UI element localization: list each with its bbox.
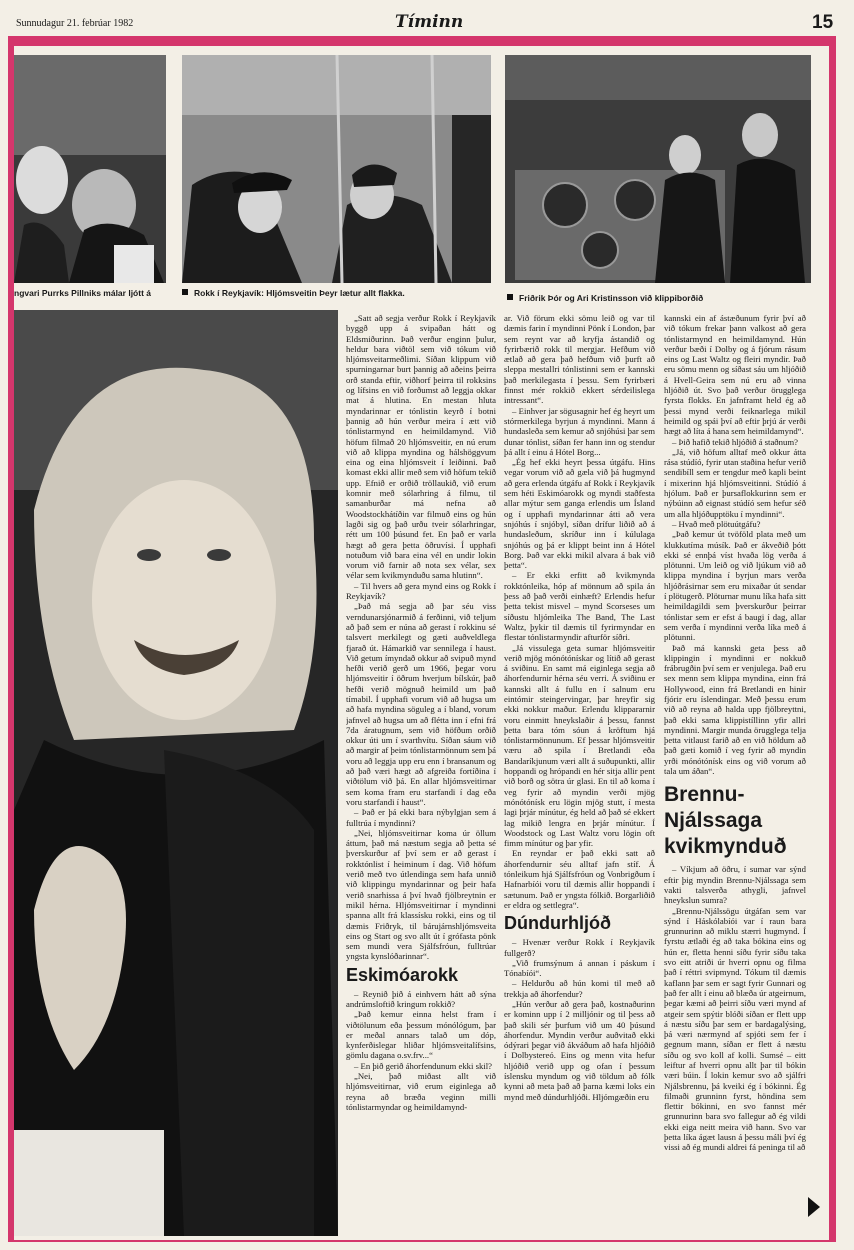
subheading-eskimoarokk: Eskimóarokk [346, 964, 459, 985]
column-3-paragraph: Það má kannski geta þess að klippingin í myndinni er nokkuð frábrugðin því sem er venjulega. Það eru sex menn sem klippa myndina, einn frá Hollywood, einn frá Bretlandi en hinir fjórir eru íslendingar. Með þessu erum við að reyna að halda upp fjölbreyttni, það ekki sama klippistíllinn yfir allri myndinni. Margir munda örugglega telja þetta vitlaust farið að en við höldum að það gæti komið í veg fyrir að myndin yrði mónótónísk eins og við vorum að tala um áðan“. [664, 642, 806, 777]
column-2-paragraph: ar. Við förum ekki sömu leið og var til dæmis farin í myndinni Pönk í London, þar sem reynt var að kryfja ástandið og fyrirbærið rokk til mergjar. Hefðum við ætlað að gera það hefðum við þurft að sleppa mestallri tónlistinni sem er kannski það merkilegasta í þessu. Sem fyrirbæri finnst mér rokkið ekkert sérdeilislega intressant“. [504, 313, 655, 406]
issue-date: Sunnudagur 21. febrúar 1982 [16, 18, 134, 29]
column-2-paragraph: En reyndar er það ekki satt að áhorfendurnir séu alltaf jafn stíf. Á tónleikum hjá Sjálfsfróun og Vonbrigðum í Hafnarbíói voru til dæmis allir hoppandi í sætunum. Það er yngsta fólkið. Borgarliðið er eldra og settlegra“. [504, 848, 655, 910]
photo-band-image [182, 55, 491, 283]
caption-bullet-icon [182, 289, 188, 295]
photo-singer-image [14, 55, 166, 283]
caption-photo-1: ngvari Purrks Pillniks málar ljótt á [14, 288, 151, 298]
column-3-paragraph: „Já, við höfum alltaf með okkur átta rása stúdíó, fyrir utan staðina hefur verið sendibíll sem er tengdur með kapli beint í mixerinn hjá hljómsveitinni. Stúdíó á hjólum. Það er þursaflokkurinn sem er nýbúinn að eignast stúdíó sem hefur séð um alla hljóðupptöku í myndinni“. [664, 446, 806, 519]
column-1-paragraph: „Það má segja að þar séu viss verndunarsjónarmið á ferðinni, við teljum að það sem er núna að gerast í rokkinu sé talsvert merkilegt og gæti auðveldlega fjarað út. Hámarkið var sennilega í haust. Við getum ímyndað okkur að svipuð mynd hefði verið gerð um 1966, þegar voru hljómsveitir í öðrum hverjum bílskúr, það hefði verið mögnuð heimild um það tímabil. Í upphafi vorum við að hugsa um að hafa myndina söguleg a í bland, vorum jafnvel að hugsa um að flétta inn í efni frá 7da áratugnum, sem við höfðum orðið okkur úti um í svarthvítu. Síðan sáum við að margir af þeim tónlistarmönnum sem þá voru að leggja upp eru enn í bransanum og að það væri hægt að afgreiða fortíðina í viðtölum við þá. En allar hljómsveitirnar sem koma fram eru starfandi í dag eða voru starfandi í haust“. [346, 601, 496, 807]
column-1-paragraph: – En þið gerið áhorfendunum ekki skil? [354, 1060, 493, 1071]
column-2-paragraph: – Heldurðu að hún komi til með að trekkja að áhorfendur? [504, 978, 655, 999]
column-1-paragraph: „Satt að segja verður Rokk í Reykjavík byggð upp á svipaðan hátt og Eldsmiðurinn. Það verður enginn þulur, heldur bara viðtöl sem við tókum við hljómsveitarmeðlimi. Síðan klippum við spurningarnar burt þannig að aðeins þeirra orð standa eftir, viðhorf þeirra til rokksins og lífsins en við forðumst að leggja okkar mat á hlutina. En mestan hluta myndarinnar er tónlistin keyrð í botni þannig að hún verður meira í ætt við tónlistarmynd en heimildamynd. Við höfum filmað 20 hljómsveitir, en nú erum við að klippa myndina og hálshöggvum eina og eina hljómsveit í leiðinni. Það komast ekki allir með sem við höfum tekið upp. Efnið er orðið tröllaukið, við erum komnir með sólarhring á filmu, til samanburðar má nefna að Woodstockhátíðin var filmuð eins og hún lagði sig og það urðu tveir sólarhringar, rétt um 100 þúsund fet. En það er varla hægt að gera þetta öðruvísi. Í upphafi notuðum við bara eina vél en undir lokin vorum við farnir að nota sex vélar, sex vélar sem kvikmynduðu sama hlutinn“. [346, 313, 496, 581]
column-2-paragraph: „Við frumsýnum á annan í páskum í Tónabíói“. [504, 957, 655, 979]
column-2-paragraph: „Hún verður að gera það, kostnaðurinn er kominn upp í 2 milljónir og til þess að það skili sér þurfum við um 40 þúsund áhorfendur. Myndin verður auðvitað ekki ódýrari þegar við ákváðum að hafa hljóðið í Dolbystereó. Eins og menn vita hefur hljóðið verið upp og ofan í þessum íslensku myndum og við töldum að fólk kynni að meta það að þarna kæmi loks ein mynd með dúndurhljóði. Hljómgæðin eru [504, 999, 655, 1102]
caption-photo-2-text: Rokk í Reykjavík: Hljómsveitin Þeyr lætur allt flakka. [194, 288, 405, 298]
column-2-paragraph: – Er ekki erfitt að kvikmynda rokktónleika, hóp af mönnum að spila án þess að það verði einhæft? Erlendis hefur þetta tekist misvel – mynd Scorseses um síðustu hljómleika The Band, The Last Waltz, þykir til dæmis til fyrirmyndar en flestar tónlistarmyndir afturför síðri. [504, 570, 655, 643]
column-3-paragraph: „Það kemur út tvöföld plata með um klukkutíma músík. Það er ákveðið þótt ekki sé ennþá víst hvaða lög verða á plötunni. Um leið og við ljúkum við að klippa myndina í byrjun mars verða hljóðrásirnar sem eru mixaðar út sendar í plötugerð. Plöturnar munu líka hafa sitt heimildagildi sem þverskurður þeirrar tónlistar sem er efst á baugi í dag, allar sem verða í myndinni verða líka með á plötunni. [664, 529, 806, 643]
column-3-paragraph: „Brennu-Njálssögu útgáfan sem var sýnd í Háskólabíói var í raun bara grunnurinn að miklu stærri hugmynd. Í fyrstu ætlaði ég að taka bókina eins og hún er, fletta henni síðu fyrir síðu taka svo eitt atriði úr hverri opnu og filma það í réttri svipmynd. Tókum til dæmis kaflann þar sem er sagt fyrir Gunnari og það fer allt í einu að blæða úr atgeirnum, þegar kæmi að þeirri síðu væri mynd af atgeir sem spýtir blóði síðan er flett upp á næstu síðu þar sem er bardagalýsing, þá væri nærmynd af spjóti sem fer í gegnum mann, síðan er flett á næstu síðu og svo koll af kolli. Sumsé – eitt leiftur af hverri opnu allt þar til bókin væri búin. Í lokin kemur svo að sjálfri Njálsbrennu, þá kveiki ég í bókinni. Ég filmaði grunninn fyrst, höndina sem flettir bókinni, en svo fannst mér grunnurinn bara svo fallegur að ég vildi ekki eiga neitt meira við hann. Svo var þetta líka ágæt lausn á þessu máli því ég vissi að ég mundi aldrei fá peninga til að [664, 905, 806, 1153]
photo-editing-desk [505, 55, 811, 283]
photo-portrait-fridrik [14, 310, 338, 1236]
article-column-1 [346, 313, 496, 1238]
caption-photo-2 [182, 288, 405, 298]
newspaper-masthead: Tíminn [395, 12, 464, 32]
photo-band-theyr [182, 55, 491, 283]
column-1-paragraph: „Það kemur einna helst fram í viðtölunum eða þessum mónólógum, þar er meðal annars talað um dóp, kynferðislegar hliðar hljómsveitalífsins, gömlu dagana o.sv.frv...“ [346, 1009, 496, 1061]
column-3-paragraph: kannski ein af ástæðunum fyrir því að við tókum frekar þann valkost að gera tónlistarmynd en heimildamynd. Hún verður bæði í Dolby og á fjórum rásum eins og Last Waltz og fleiri myndir. Það eru sömu menn og síðast sáu um hljóðið á Hvell-Geira sem nú eru að vinna hljóðið út. Svo það verður örugglega fyrsta flokks. En jafnframt held ég að þessi mynd verði feiknarlega mikil heimild og spái því að eftir þrjú ár verði hægt að líta á hana sem heimildamynd“. [664, 313, 806, 437]
column-3-paragraph: – Víkjum að öðru, í sumar var sýnd eftir þig myndin Brennu-Njálssaga sem vakti talsverða athygli, jafnvel hneykslun sumra? [664, 864, 806, 906]
column-1-paragraph: – Það er þá ekki bara nýbylgjan sem á fulltrúa í myndinni? [346, 807, 496, 828]
photo-singer-painting [14, 55, 166, 283]
continue-arrow-icon [808, 1197, 820, 1217]
column-2-paragraph: „Ég hef ekki heyrt þessa útgáfu. Hins vegar vorum við að gæla við þá hugmynd að gera erlenda útgáfu af Rokk í Reykjavík sem héti Eskimóarokk og myndi staðfesta allar mýtur sem ganga erlendis um Ísland og í upphafi myndarinnar átti að vera snjóhús í snjóbyl, síðan drífur liðið að á hundasleðum, skríður inn í kúlulaga snjóhús og þá er klippt beint inn á Hótel Borg. Það var ekki mikil alvara á bak við þetta“. [504, 457, 655, 571]
caption-bullet-icon [507, 294, 513, 300]
column-2-paragraph: – Einhver jar sögusagnir hef ég heyrt um stórmerkilega byrjun á myndinni. Mann á hundasleða sem kemur að snjóhúsi þar sem dunar tónlist, síðan fer hann inn og stendur þá allt í einu á Hótel Borg... [504, 405, 655, 457]
column-3-paragraph: – Þið hafið tekið hljóðið á staðnum? [672, 436, 798, 447]
column-2-paragraph: „Já vissulega geta sumar hljómsveitir verið mjög mónótónískar og lítið að gerast á sviðinu. En samt má eiginlega segja að áhorfendurnir hérna séu verri. Á sviðinu er kannski allt á fullu en í salnum eru eintómir steingervingar, þar hreyfir sig ekki nokkur maður. Erlendu klippararnir voru einmitt hneykslaðir á þessu, fannst þetta bara tóm sóun á kröftum hjá tónlistarmönnunum. Ef þessar hljómsveitir væru að spila í Bretlandi eða Bandaríkjunum væri allt á suðupunkti, allir hoppandi og hrópandi en hér sitja allir pent við borð og sötra úr glasi. En til að koma í veg fyrir að myndin verði mjög mónótónísk eru lögin mjög stutt, í mesta lagi þrjár mínútur, ég held að það sé ekkert lag mikið lengra en þrjár mínútur. Í Woodstock og Last Waltz voru lögin oft fimm mínútur og þar yfir. [504, 642, 655, 849]
page-header [0, 0, 854, 38]
column-1-paragraph: – Til hvers að gera mynd eins og Rokk í Reykjavík? [346, 580, 496, 602]
column-1-paragraph: „Nei, hljómsveitirnar koma úr öllum áttum, það má næstum segja að þetta sé þverskurður af því sem er að gerast í rokktónlist í heiminum í dag. Við höfum verið með tvo útlendinga sem hafa unnið við klippingu myndarinnar og þeir hafa verið snarhissa á því hvað fjölbreytnin er mikil hérna. Hljómsveitirnar í myndinni spanna allt frá klassísku rokki, eins og til dæmis Friðryk, til bárujárnshljómsveita eins og Start og svo allt út í grófasta pönk sem mundi vera Sjálfsfróun, fulltrúar yngsta kynslóðarinnar“. [346, 827, 496, 962]
column-1-paragraph: „Nei, það miðast allt við hljómsveitirnar, við erum eiginlega að reyna að bræða veginn milli tónlistarmyndar og heimildamynd- [346, 1071, 496, 1112]
article-column-2 [504, 313, 655, 1238]
caption-photo-3 [507, 293, 703, 303]
page-number: 15 [812, 12, 834, 33]
column-1-paragraph: – Reynið þið á einhvern hátt að sýna andrúmsloftið kringum rokkið? [346, 988, 496, 1009]
column-2-paragraph: – Hvenær verður Rokk í Reykjavík fullgerð? [504, 937, 655, 958]
column-3-paragraph: – Hvað með plötuútgáfu? [672, 518, 761, 529]
photo-portrait-image [14, 310, 338, 1236]
subheading-brennu-njalssaga: Brennu-Njálssaga kvikmynduð [664, 783, 787, 859]
caption-photo-3-text: Friðrik Þór og Ari Kristinsson við klippiborðið [519, 293, 704, 303]
subheading-dundurhljod: Dúndurhljóð [504, 913, 611, 934]
photo-editing-image [505, 55, 811, 283]
article-column-3 [664, 313, 806, 1238]
